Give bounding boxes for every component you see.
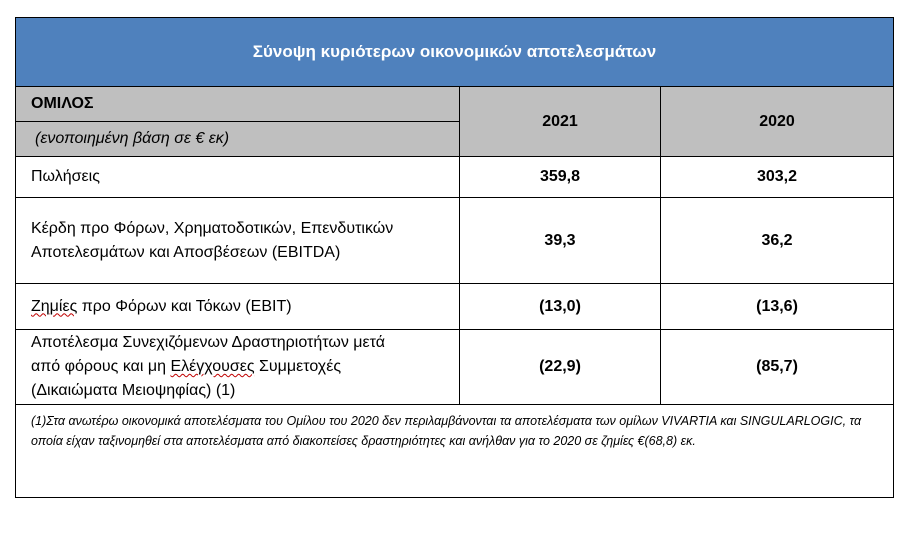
value-2021: 359,8 [460,157,661,198]
results-table [15,17,894,498]
footnote: (1)Στα ανωτέρω οικονομικά αποτελέσματα του Ομίλου του 2020 δεν περιλαμβάνονται τα αποτελέσματα των ομίλων VIVARTIA και SINGULARLOGIC, τα οποία είχαν ταξινομηθεί στα αποτελέσματα από διακοπείσες δραστηριότητες και ανήλθαν για το 2020 σε ζημίες €(68,8) εκ. [16,405,894,498]
financial-summary [15,17,893,498]
basis-label: (ενοποιημένη βάση σε € εκ) [16,122,460,157]
row-label-line: Αποτελεσμάτων και Αποσβέσεων (EBITDA) [31,243,341,261]
spellcheck-word: Ζημίες [31,297,78,315]
spellcheck-word: Ελέγχουσες [170,358,255,375]
value-2020: (13,6) [661,284,894,330]
title-row [16,18,894,87]
table-row [16,284,894,330]
row-label-text: από φόρους και μη [31,358,171,375]
value-2021: 39,3 [460,198,661,284]
row-label-text: Συμμετοχές [254,358,342,375]
value-2021: (22,9) [460,330,661,405]
footnote-row [16,405,894,498]
row-label [16,330,460,405]
column-2021: 2021 [460,87,661,157]
row-label [16,198,460,284]
row-label-line: Κέρδη προ Φόρων, Χρηματοδοτικών, Επενδυτικών [31,219,394,237]
row-label-text: προ Φόρων και Τόκων (EBIT) [77,297,292,315]
row-label [16,157,460,198]
column-2020: 2020 [661,87,894,157]
value-2020: 303,2 [661,157,894,198]
value-2020: 36,2 [661,198,894,284]
row-label-line: (Δικαιώματα Μειοψηφίας) (1) [31,382,236,399]
table-row [16,157,894,198]
header-row [16,87,894,122]
row-label-line [31,355,459,379]
value-2020: (85,7) [661,330,894,405]
group-label: ΟΜΙΛΟΣ [16,87,460,122]
value-2021: (13,0) [460,284,661,330]
table-title: Σύνοψη κυριότερων οικονομικών αποτελεσμάτων [16,18,894,87]
table-row [16,198,894,284]
row-label [16,284,460,330]
row-label-text: Πωλήσεις [31,168,100,185]
table-row [16,330,894,405]
row-label-line: Αποτέλεσμα Συνεχιζόμενων Δραστηριοτήτων μετά [31,334,385,351]
